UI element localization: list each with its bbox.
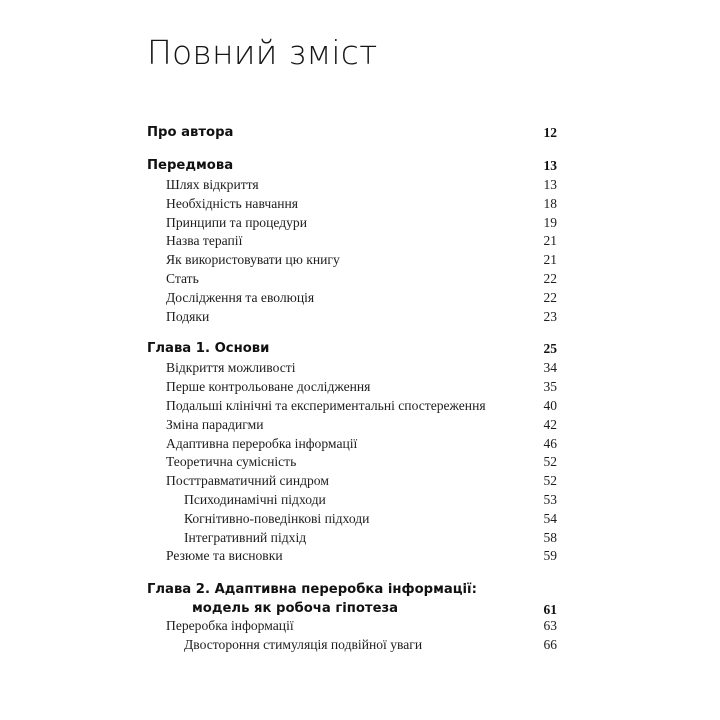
toc-entry-level-3[interactable] xyxy=(147,511,557,530)
toc-entry-label-line2: модель як робоча гіпотеза xyxy=(192,600,399,616)
toc-entry-page-number: 35 xyxy=(543,379,557,395)
toc-entry-level-1[interactable] xyxy=(147,581,557,618)
toc-entry-label: Перше контрольоване дослідження xyxy=(166,379,371,395)
toc-entry-page-number: 34 xyxy=(543,360,557,376)
toc-entry-page-number: 13 xyxy=(543,158,557,173)
toc-entry-page-number: 12 xyxy=(543,125,557,140)
toc-entry-level-2[interactable] xyxy=(147,233,557,252)
toc-entry-page-number: 52 xyxy=(543,473,557,489)
toc-entry-label: Посттравматичний синдром xyxy=(166,473,329,489)
toc-entry-page-number: 21 xyxy=(543,252,557,268)
toc-entry-label: Назва терапії xyxy=(166,233,243,249)
toc-entry-level-2[interactable] xyxy=(147,196,557,215)
toc-entry-label: Відкриття можливості xyxy=(166,360,296,376)
toc-entry-level-2[interactable] xyxy=(147,309,557,328)
toc-entry-label: Психодинамічні підходи xyxy=(184,491,326,507)
toc-entry-label: Глава 1. Основи xyxy=(147,341,270,357)
toc-entry-label: Необхідність навчання xyxy=(166,195,299,211)
toc-entry-label: Подальші клінічні та експериментальні спостереження xyxy=(166,397,486,413)
toc-entry-level-2[interactable] xyxy=(147,379,557,398)
toc-entry-level-1[interactable] xyxy=(147,341,557,360)
toc-entry-page-number: 42 xyxy=(543,416,557,432)
toc-entry-level-2[interactable] xyxy=(147,454,557,473)
toc-entry-label: Переробка інформації xyxy=(166,618,294,634)
toc-entry-level-2[interactable] xyxy=(147,398,557,417)
toc-entry-page-number: 19 xyxy=(543,214,557,230)
toc-entry-level-2[interactable] xyxy=(147,436,557,455)
toc-entry-page-number: 58 xyxy=(543,529,557,545)
toc-entry-label: Глава 2. Адаптивна переробка інформації: модель як робоча гіпотеза xyxy=(147,581,477,618)
toc-entry-label: Як використовувати цю книгу xyxy=(166,252,340,268)
toc-entry-level-3[interactable] xyxy=(147,637,557,656)
toc-entry-label: Інтегративний підхід xyxy=(184,529,307,545)
toc-entry-page-number: 40 xyxy=(543,397,557,413)
toc-entry-page-number: 59 xyxy=(543,548,557,564)
toc-entry-label: Стать xyxy=(166,270,199,286)
toc-entry-label: Шлях відкриття xyxy=(166,177,259,192)
toc-entry-page-number: 22 xyxy=(543,270,557,286)
toc-entry-label: Двостороння стимуляція подвійної уваги xyxy=(184,636,423,652)
toc-entry-page-number: 25 xyxy=(543,341,557,357)
toc-entry-page-number: 63 xyxy=(543,618,557,634)
toc-entry-label: Дослідження та еволюція xyxy=(166,289,315,305)
toc-entry-level-3[interactable] xyxy=(147,492,557,511)
toc-entry-label: Теоретична сумісність xyxy=(166,454,297,470)
toc-entry-page-number: 52 xyxy=(543,454,557,470)
toc-entry-level-2[interactable] xyxy=(147,548,557,567)
toc-entry-level-1[interactable] xyxy=(147,125,557,144)
toc-entry-level-3[interactable] xyxy=(147,530,557,549)
toc-entry-page-number: 21 xyxy=(543,233,557,249)
toc-entry-level-1[interactable] xyxy=(147,158,557,177)
toc-entry-level-2[interactable] xyxy=(147,290,557,309)
toc-entry-label: Зміна парадигми xyxy=(166,416,264,432)
toc-entry-label: Резюме та висновки xyxy=(166,548,283,564)
toc-entry-level-2[interactable] xyxy=(147,473,557,492)
toc-entry-page-number: 23 xyxy=(543,308,557,324)
toc-entry-level-2[interactable] xyxy=(147,215,557,234)
toc-entry-level-2[interactable] xyxy=(147,271,557,290)
toc-entry-page-number: 61 xyxy=(543,602,557,618)
toc-entry-page-number: 46 xyxy=(543,435,557,451)
page-title: Повний зміст xyxy=(147,33,378,72)
toc-entry-page-number: 22 xyxy=(543,289,557,305)
toc-entry-page-number: 53 xyxy=(543,491,557,507)
toc-entry-label: Адаптивна переробка інформації xyxy=(166,435,358,451)
toc-entry-level-2[interactable] xyxy=(147,360,557,379)
toc-entry-label: Принципи та процедури xyxy=(166,214,307,230)
toc-entry-page-number: 54 xyxy=(543,510,557,526)
toc-entry-label: Передмова xyxy=(147,158,234,173)
toc-entry-level-2[interactable] xyxy=(147,177,557,196)
toc-entry-level-2[interactable] xyxy=(147,252,557,271)
toc-entry-page-number: 13 xyxy=(543,177,557,192)
toc-entry-page-number: 18 xyxy=(543,195,557,211)
toc-entry-level-2[interactable] xyxy=(147,618,557,637)
toc-entry-page-number: 66 xyxy=(543,636,557,652)
toc-entry-label: Подяки xyxy=(166,308,210,324)
toc-entry-label: Про автора xyxy=(147,125,234,140)
toc-entry-level-2[interactable] xyxy=(147,417,557,436)
toc-entry-label: Когнітивно-поведінкові підходи xyxy=(184,510,370,526)
table-of-contents xyxy=(0,125,720,656)
